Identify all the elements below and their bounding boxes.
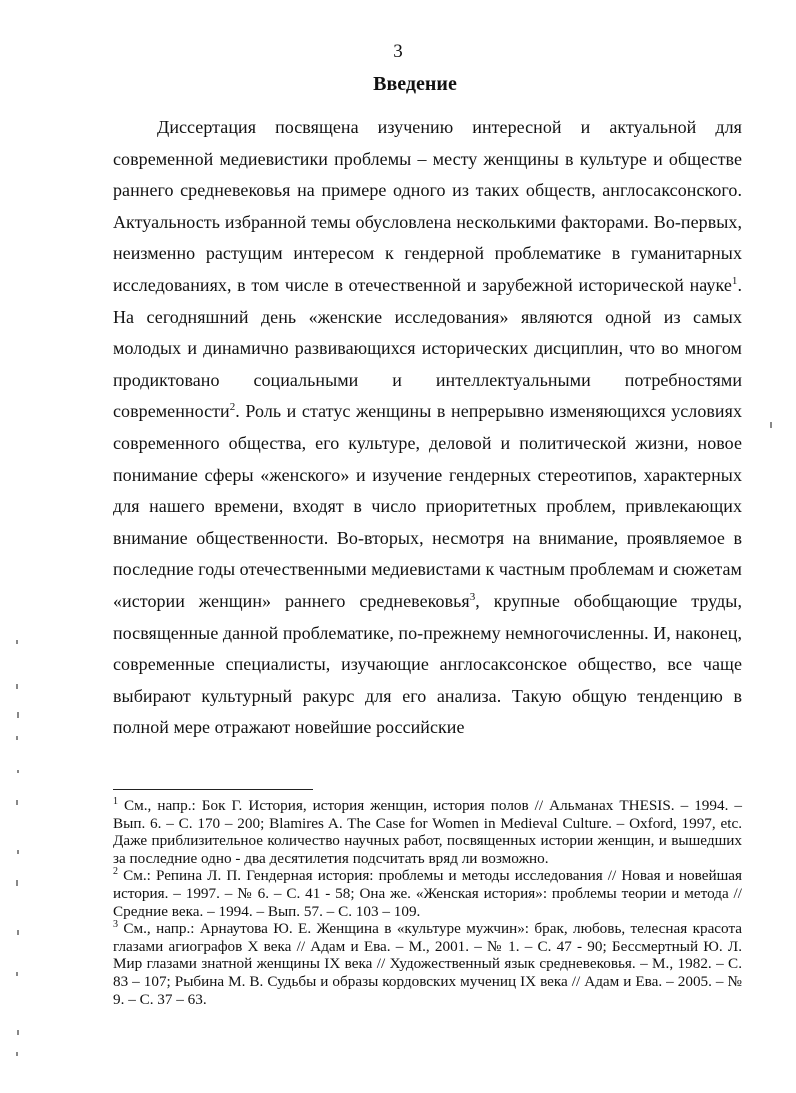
scan-speck xyxy=(16,736,18,740)
scan-speck xyxy=(17,850,19,854)
scan-speck xyxy=(17,1030,19,1035)
scan-speck xyxy=(16,1052,18,1056)
footnote-marker: 2 xyxy=(113,866,118,878)
scan-speck xyxy=(16,640,18,644)
footnote-ref-3: 3 xyxy=(469,590,476,603)
scan-speck xyxy=(16,684,18,689)
body-text-part-4: , крупные обобщающие труды, посвященные данной проблематике, по-прежнему немногочисленны. И, наконец, современные специалисты, изучающие англосаксонское общество, все чаще выбирают культурный ракурс для его анализа. Такую общую тенденцию в полной мере отражают новейшие российские xyxy=(113,590,742,738)
page-title: Введение xyxy=(373,73,457,95)
footnote-text: См.: Репина Л. П. Гендерная история: проблемы и методы исследования // Новая и новейшая история. – 1997. – № 6. – С. 41 - 58; Она же. «Женская история»: проблемы теории и метода // Средние века. – 1994. – Вып. 57. – С. 103 – 109. xyxy=(113,867,742,920)
footnote-marker: 1 xyxy=(113,795,118,807)
scan-speck xyxy=(770,422,772,428)
body-text-part-1: Диссертация посвящена изучению интересной и актуальной для современной медиевистики проблемы – месту женщины в культуре и обществе раннего средневековья на примере одного из таких обществ, англосаксонского. Актуальность избранной темы обусловлена несколькими факторами. Во-первых, неизменно растущим интересом к гендерной проблематике в гуманитарных исследованиях, в том числе в отечественной и зарубежной исторической науке xyxy=(113,117,742,295)
footnote-text: См., напр.: Арнаутова Ю. Е. Женщина в «культуре мужчин»: брак, любовь, телесная красота глазами агиографов X века // Адам и Ева. – М., 2001. – № 1. – С. 47 - 90; Бессмертный Ю. Л. Мир глазами знатной женщины IX века // Художественный язык средневековья. – М., 1982. – С. 83 – 107; Рыбина М. В. Судьбы и образы кордовских мучениц IX века // Адам и Ева. – 2005. – № 9. – С. 37 – 63. xyxy=(113,920,743,1008)
footnote-ref-2: 2 xyxy=(229,401,236,414)
footnote-ref-1: 1 xyxy=(731,274,738,287)
scan-speck xyxy=(16,972,18,976)
footnote-marker: 3 xyxy=(113,919,118,931)
body-text-part-2: . На сегодняшний день «женские исследования» являются одной из самых молодых и динамично развивающихся исторических дисциплин, что во многом продиктовано социальными и интеллектуальными потребностями современности xyxy=(113,274,742,422)
body-text-part-3: . Роль и статус женщины в непрерывно изменяющихся условиях современного общества, его культуре, деловой и политической жизни, новое понимание сферы «женского» и изучение гендерных стереотипов, характерных для нашего времени, входят в число приоритетных проблем, привлекающих внимание общественности. Во-вторых, несмотря на внимание, проявляемое в последние годы отечественными медиевистами к частным проблемам и сюжетам «истории женщин» раннего средневековья xyxy=(113,401,742,611)
scan-speck xyxy=(16,800,18,805)
scan-speck xyxy=(17,930,19,935)
scan-speck xyxy=(17,712,19,718)
page-number: 3 xyxy=(393,41,403,62)
scan-speck xyxy=(17,770,19,773)
footnote-text: См., напр.: Бок Г. История, история женщин, история полов // Альманах THESIS. – 1994. – Вып. 6. – С. 170 – 200; Blamires A. The Case for Women in Medieval Culture. – Oxford, 1997, etc. Даже приблизительное количество научных работ, посвященных истории женщин, и вышедших за последние одно - два десятилетия подсчитать вряд ли возможно. xyxy=(113,797,742,867)
scan-speck xyxy=(16,880,18,886)
